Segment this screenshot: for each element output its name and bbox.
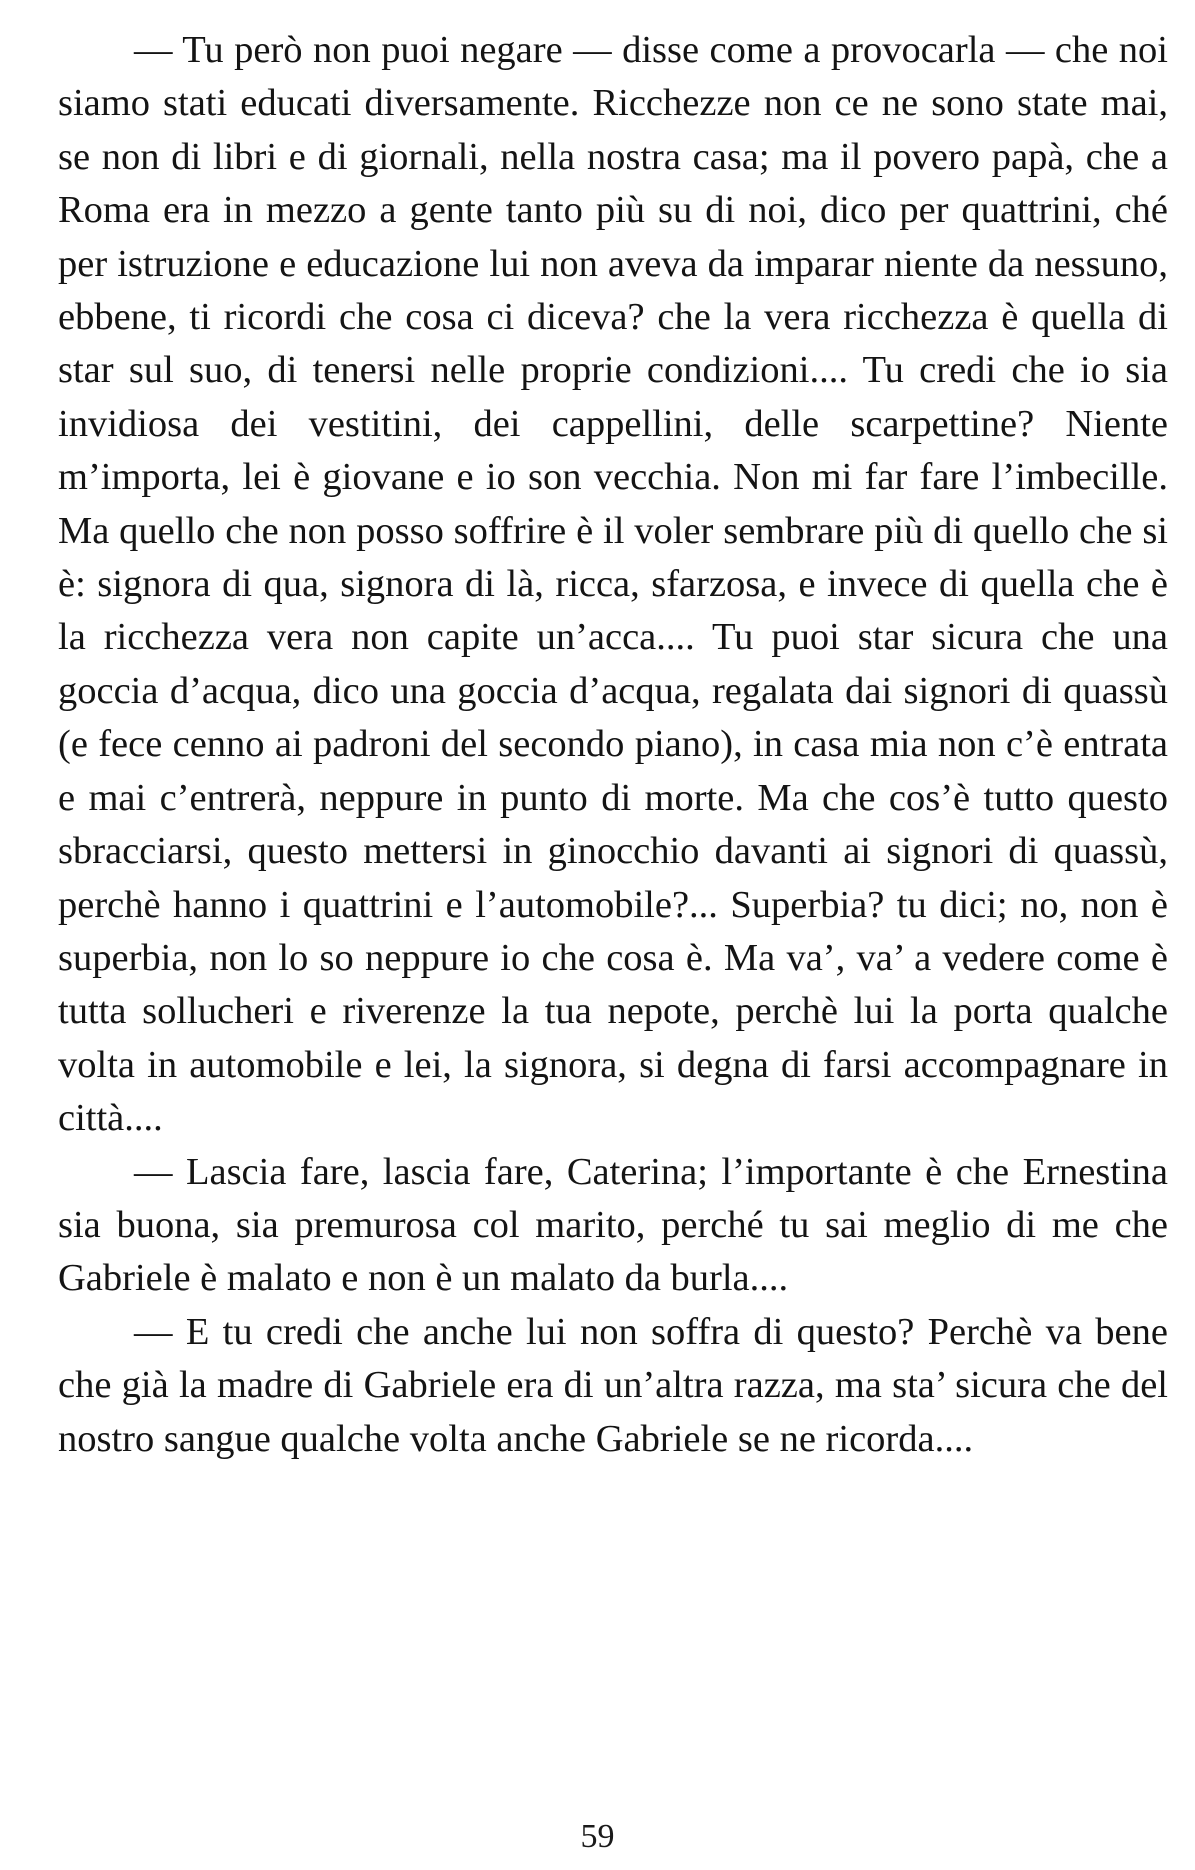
page-number: 59 (580, 1818, 615, 1855)
paragraph-2: — Lascia fare, lascia fare, Caterina; l’importante è che Ernestina sia buona, sia premurosa col marito, perché tu sai meglio di me che Gabriele è malato e non è un malato da burla.... (58, 1150, 1168, 1300)
paragraph-3: — E tu credi che anche lui non soffra di questo? Perchè va bene che già la madre di Gabriele era di un’altra razza, ma sta’ sicura che del nostro sangue qualche volta anche Gabriele se ne ricorda.... (58, 1310, 1168, 1460)
body-text (58, 24, 1168, 1466)
paragraph-1: — Tu però non puoi negare — disse come a provocarla — che noi siamo stati educati diversamente. Ricchezze non ce ne sono state mai, se non di libri e di giornali, nella nostra casa; ma il povero papà, che a Roma era in mezzo a gente tanto più su di noi, dico per quattrini, ché per istruzione e educazione lui non aveva da imparar niente da nessuno, ebbene, ti ricordi che cosa ci diceva? che la vera ricchezza è quella di star sul suo, di tenersi nelle proprie condizioni.... Tu credi che io sia invidiosa dei vestitini, dei cappellini, delle scarpettine? Niente m’importa, lei è giovane e io son vecchia. Non mi far fare l’imbecille. Ma quello che non posso soffrire è il voler sembrare più di quello che si è: signora di qua, signora di là, ricca, sfarzosa, e invece di quella che è la ricchezza vera non capite un’acca.... Tu puoi star sicura che una goccia d’acqua, dico una goccia d’acqua, regalata dai signori di quassù (e fece cenno ai padroni del secondo piano), in casa mia non c’è entrata e mai c’entrerà, neppure in punto di morte. Ma che cos’è tutto questo sbracciarsi, questo mettersi in ginocchio davanti ai signori di quassù, perchè hanno i quattrini e l’automobile?... Superbia? tu dici; no, non è superbia, non lo so neppure io che cosa è. Ma va’, va’ a vedere come è tutta sollucheri e riverenze la tua nepote, perchè lui la porta qualche volta in automobile e lei, la signora, si degna di farsi accompagnare in città.... (58, 29, 1168, 1140)
